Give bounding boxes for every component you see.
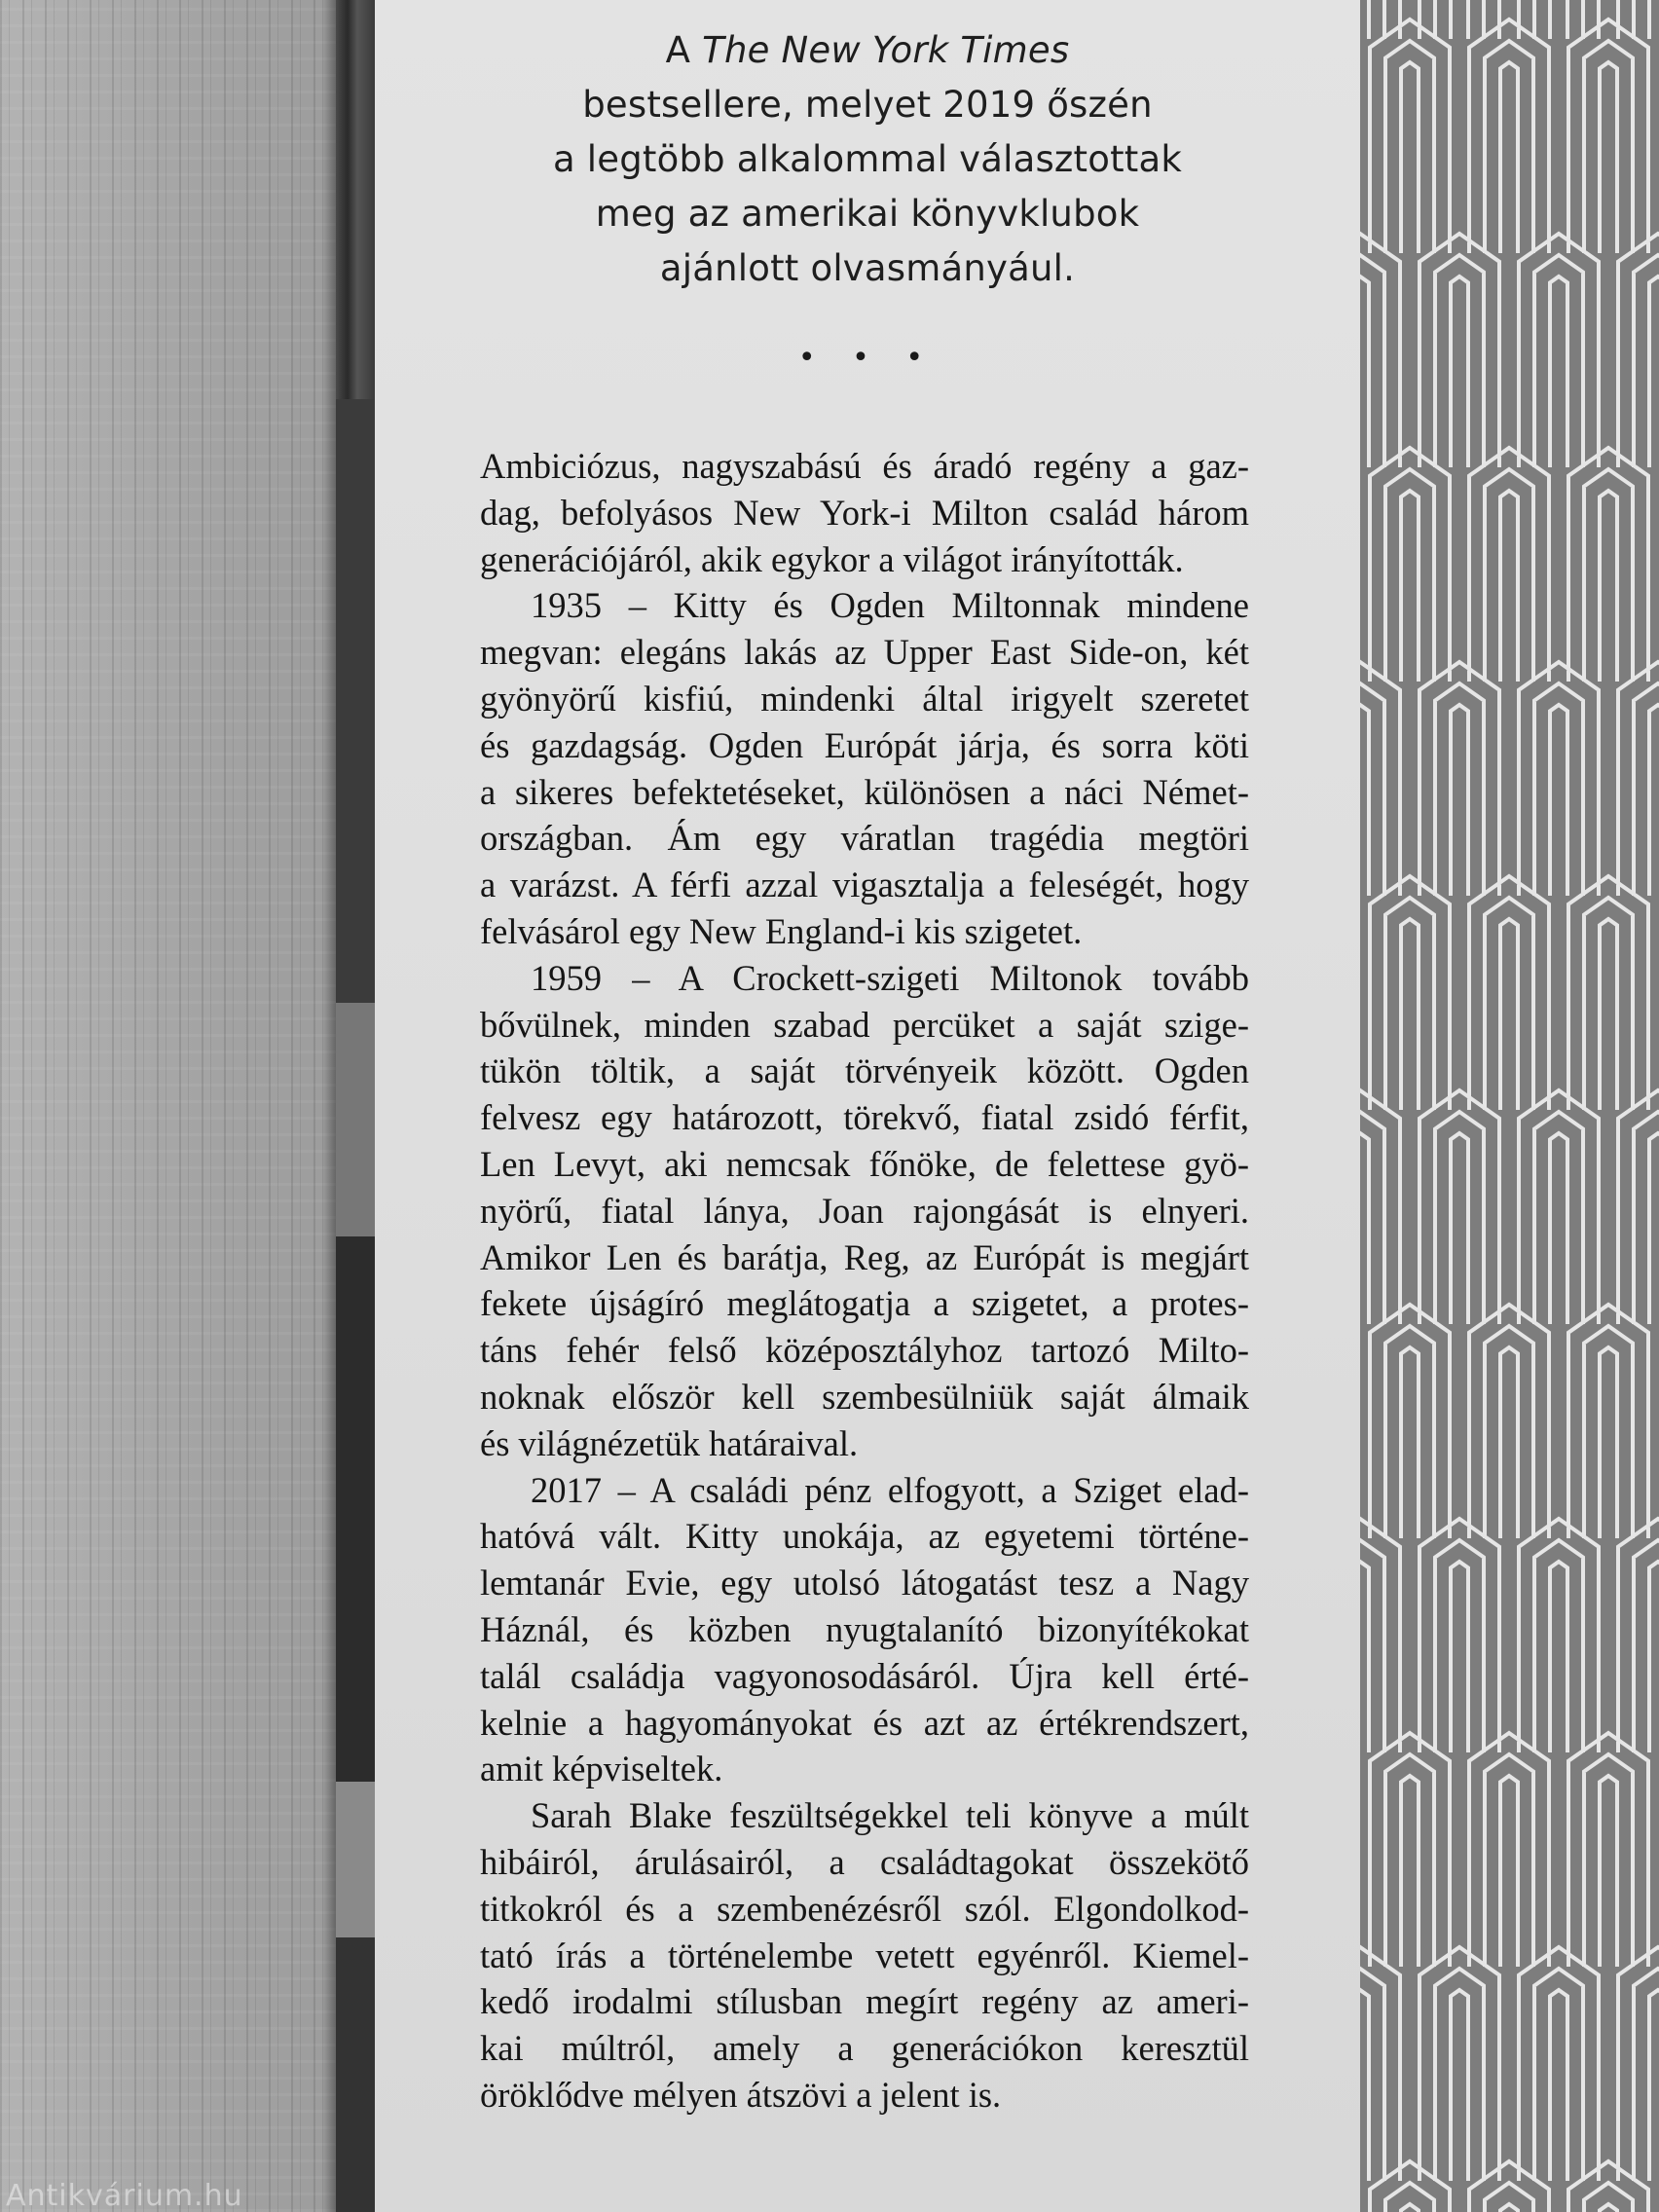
text-line: generációjáról, akik egykor a világot irányították.: [480, 538, 1184, 579]
blurb-line: ajánlott olvasmányául.: [659, 247, 1076, 289]
text-line: gyönyörű kisfiú, mindenki által irigyelt szeretet: [480, 678, 1249, 719]
text-line: lemtanár Evie, egy utolsó látogatást tesz a Nagy: [480, 1563, 1249, 1604]
text-line: a sikeres befektetéseket, különösen a náci Német-: [480, 771, 1249, 812]
description-paragraph: [480, 1467, 1249, 1793]
text-line: és világnézetük határaival.: [480, 1422, 859, 1463]
text-line: titkokról és a szembenézésről szól. Elgondolkod-: [480, 1888, 1249, 1929]
text-line: nyörű, fiatal lánya, Joan rajongását is elnyeri.: [480, 1190, 1249, 1231]
pattern-lines: [1360, 0, 1659, 2212]
text-line: a varázst. A férfi azzal vigasztalja a feleségét, hogy: [480, 865, 1249, 905]
text-line: bővülnek, minden szabad percüket a saját szige-: [480, 1004, 1249, 1045]
bestseller-blurb: [375, 23, 1360, 296]
book-description: [480, 443, 1249, 2119]
text-line: hibáiról, árulásairól, a családtagokat összekötő: [480, 1841, 1249, 1882]
text-line: táns fehér felső középosztályhoz tartozó Milto-: [480, 1330, 1249, 1371]
newspaper-name: The New York Times: [702, 29, 1070, 71]
description-paragraph: [480, 1792, 1249, 2119]
blurb-line-1: A The New York Times: [665, 29, 1070, 71]
text-line: tató írás a történelembe vetett egyénről. Kiemel-: [480, 1935, 1249, 1975]
text-line: kelnie a hagyományokat és azt az értékrendszert,: [480, 1702, 1249, 1743]
text-line: 1959 – A Crockett-szigeti Miltonok tovább: [531, 957, 1249, 998]
text-line: 2017 – A családi pénz elfogyott, a Sziget elad-: [531, 1469, 1249, 1510]
blurb-line: bestsellere, melyet 2019 őszén: [582, 84, 1153, 126]
text-line: amit képviseltek.: [480, 1749, 723, 1789]
text-line: talál családja vagyonosodásáról. Újra kell érté-: [480, 1655, 1249, 1696]
section-separator: • • •: [797, 341, 938, 375]
text-line: Len Levyt, aki nemcsak főnöke, de felettese gyö-: [480, 1143, 1249, 1184]
text-line: Sarah Blake feszültségekkel teli könyve a múlt: [531, 1795, 1249, 1836]
blurb-line: a legtöbb alkalommal választottak: [552, 138, 1183, 180]
text-line: Ambiciózus, nagyszabású és áradó regény a gaz-: [480, 446, 1249, 486]
text-line: öröklődve mélyen átszövi a jelent is.: [480, 2074, 1002, 2115]
description-paragraph: [480, 582, 1249, 954]
text-line: 1935 – Kitty és Ogden Miltonnak mindene: [531, 585, 1249, 626]
text-line: tükön töltik, a saját törvényeik között. Ogden: [480, 1051, 1249, 1091]
text-line: hatóvá vált. Kitty unokája, az egyetemi történe-: [480, 1516, 1249, 1557]
text-line: megvan: elegáns lakás az Upper East Side-on, két: [480, 632, 1249, 673]
wood-surface: [0, 0, 336, 2212]
description-paragraph: [480, 443, 1249, 582]
text-line: noknak először kell szembesülniük saját álmaik: [480, 1376, 1249, 1417]
text-line: kedő irodalmi stílusban megírt regény az ameri-: [480, 1981, 1249, 2022]
text-line: és gazdagság. Ogden Európát járja, és sorra köti: [480, 724, 1249, 765]
text-line: Amikor Len és barátja, Reg, az Európát is megjárt: [480, 1236, 1249, 1277]
text-line: dag, befolyásos New York-i Milton család három: [480, 492, 1249, 533]
text-line: Háznál, és közben nyugtalanító bizonyítékokat: [480, 1608, 1249, 1649]
watermark: Antikvárium.hu: [6, 2179, 243, 2212]
description-paragraph: [480, 955, 1249, 1467]
text-line: fekete újságíró meglátogatja a szigetet, a protes-: [480, 1283, 1249, 1324]
geometric-pattern-strip: [1360, 0, 1659, 2212]
underlying-page-edge: [336, 0, 375, 2212]
blurb-line: meg az amerikai könyvklubok: [595, 193, 1140, 235]
text-line: kai múltról, amely a generációkon keresztül: [480, 2028, 1249, 2069]
text-line: országban. Ám egy váratlan tragédia megtöri: [480, 818, 1249, 859]
text-line: felvesz egy határozott, törekvő, fiatal zsidó férfit,: [480, 1097, 1249, 1138]
text-line: felvásárol egy New England-i kis szigetet.: [480, 910, 1083, 951]
